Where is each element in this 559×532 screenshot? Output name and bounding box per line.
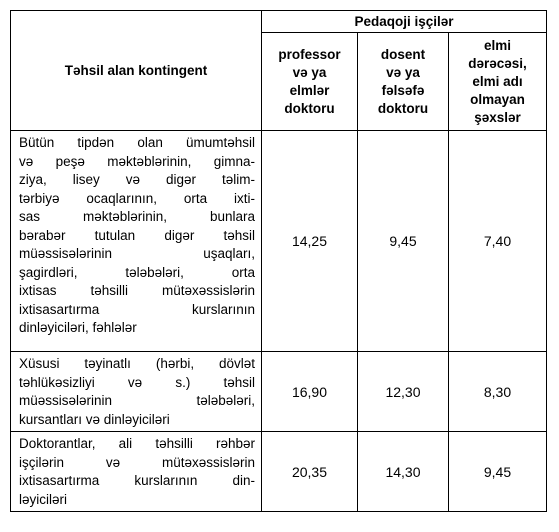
value-cell: 20,35 — [262, 432, 358, 512]
value-cell: 9,45 — [358, 131, 449, 352]
column-header-docent: dosent və ya fəlsəfə doktoru — [358, 33, 449, 131]
value-cell: 12,30 — [358, 352, 449, 432]
value-cell: 16,90 — [262, 352, 358, 432]
row-description: Doktorantlar, ali təhsilli rəhbər işçilərin və mütəxəssislərin ixtisasartırma kurslarının din- ləyiciləri — [11, 432, 262, 512]
row-label-header: Təhsil alan kontingent — [11, 11, 262, 131]
column-header-no-degree: elmi dərəcəsi, elmi adı olmayan şəxslər — [449, 33, 547, 131]
value-cell: 8,30 — [449, 352, 547, 432]
table-row — [11, 432, 547, 512]
document-page — [10, 10, 546, 512]
table-row — [11, 352, 547, 432]
value-cell: 14,30 — [358, 432, 449, 512]
rates-table — [10, 10, 547, 512]
column-header-professor: professor və ya elmlər doktoru — [262, 33, 358, 131]
header-row-top — [11, 11, 547, 33]
value-cell: 14,25 — [262, 131, 358, 352]
value-cell: 7,40 — [449, 131, 547, 352]
row-description: Xüsusi təyinatlı (hərbi, dövlət təhlükəsizliyi və s.) təhsil müəssisələrinin tələbələri, kursantları və dinləyiciləri — [11, 352, 262, 432]
group-header: Pedaqoji işçilər — [262, 11, 547, 33]
value-cell: 9,45 — [449, 432, 547, 512]
table-row — [11, 131, 547, 352]
row-description: Bütün tipdən olan ümumtəhsil və peşə məktəblərinin, gimna- ziya, lisey və digər təlim- tərbiyə ocaqlarının, orta ixti- sas məktəblərinin, bunlara bərabər tutulan digər təhsil müəssisələrinin uşaqları, şagirdləri, tələbələri, orta ixtisas təhsilli mütəxəssislərin ixtisasartırma kurslarının dinləyiciləri, fəhlələr — [11, 131, 262, 352]
